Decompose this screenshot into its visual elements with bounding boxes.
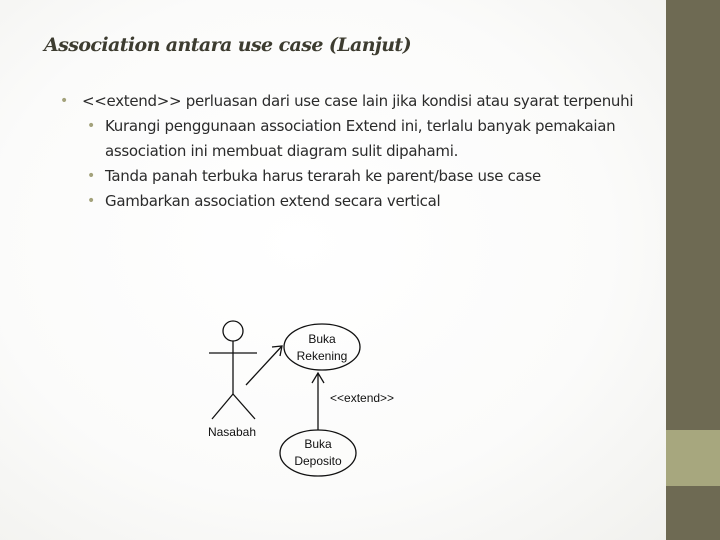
usecase-base-ellipse: [284, 324, 360, 370]
bullet-dot-icon: •: [87, 118, 95, 134]
usecase-ext-line2: Deposito: [294, 454, 342, 468]
bullet-text: Kurangi penggunaan association Extend ini, terlalu banyak pemakaian association ini membuat diagram sulit dipahami.: [105, 117, 616, 160]
actor-label: Nasabah: [207, 425, 257, 439]
actor-right-leg: [233, 394, 255, 419]
bullet-text: <<extend>> perluasan dari use case lain jika kondisi atau syarat terpenuhi: [82, 92, 634, 110]
bullet-text: Gambarkan association extend secara vertical: [105, 192, 441, 210]
bullet-dot-icon: •: [87, 168, 95, 184]
slide-title: Association antara use case (Lanjut): [44, 34, 411, 56]
actor-left-leg: [212, 394, 233, 419]
usecase-base-line1: Buka: [308, 332, 336, 346]
usecase-base-line2: Rekening: [296, 349, 348, 363]
bullet-dot-icon: •: [87, 193, 95, 209]
bullet-text: Tanda panah terbuka harus terarah ke parent/base use case: [105, 167, 541, 185]
actor-head: [223, 321, 243, 341]
extend-label: <<extend>>: [330, 391, 395, 405]
usecase-ext-line1: Buka: [304, 437, 332, 451]
actor-figure: [209, 321, 257, 419]
association-line: [246, 346, 282, 385]
bullet-dot-icon: •: [60, 93, 68, 109]
